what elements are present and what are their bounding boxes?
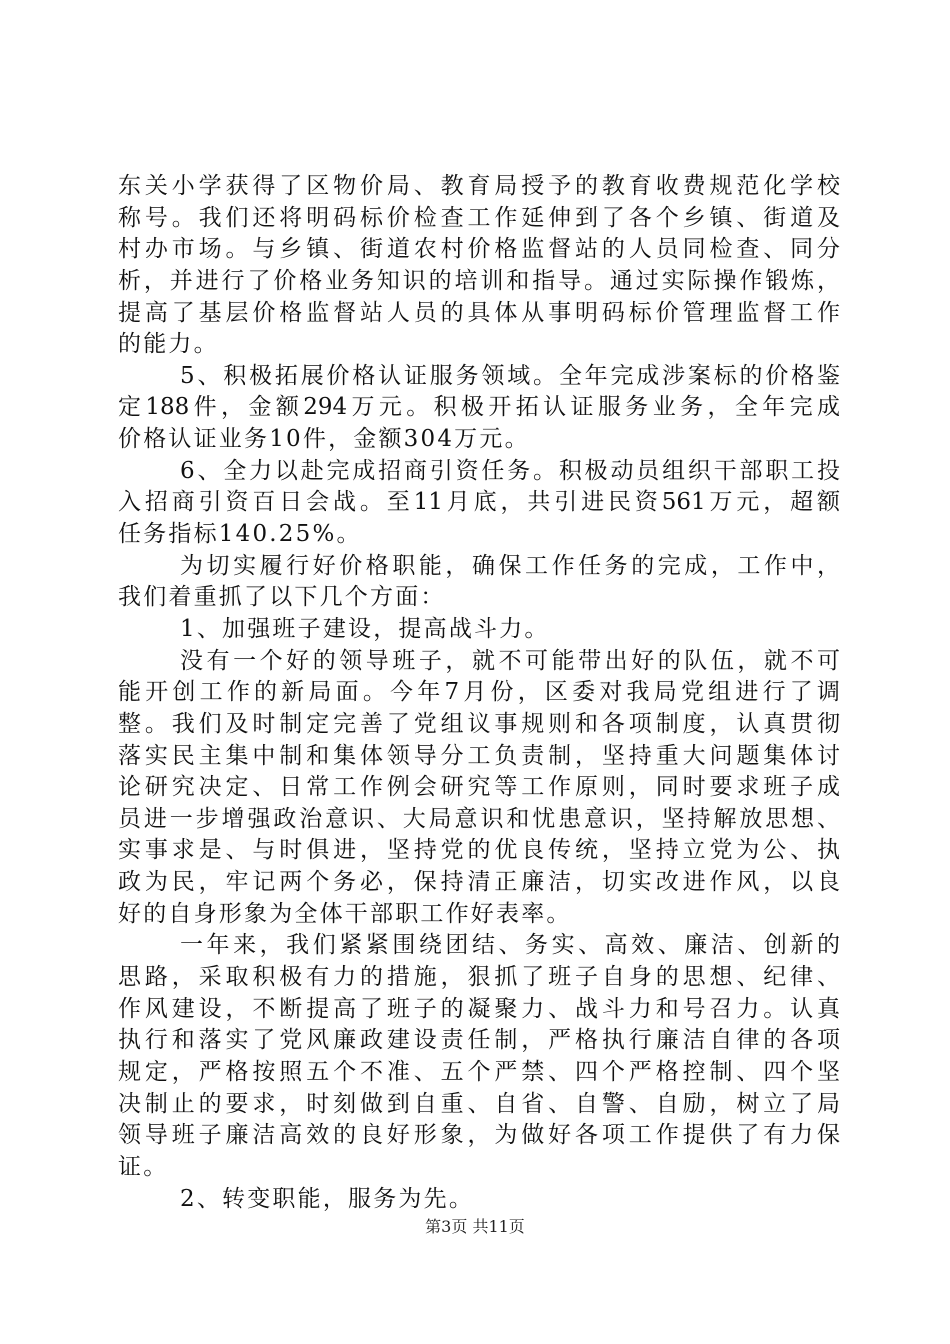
text-line: 2、转变职能，服务为先。 (180, 1185, 475, 1212)
text-line: 好的自身形象为全体干部职工作好表率。 (118, 900, 572, 927)
text-line: 论研究决定、日常工作例会研究等工作原则，同时要求班子成 (118, 774, 840, 801)
text-line: 5、积极拓展价格认证服务领域。全年完成涉案标的价格鉴 (180, 362, 840, 389)
text-line: 一年来，我们紧紧围绕团结、务实、高效、廉洁、创新的 (180, 932, 840, 959)
text-line: 落实民主集中制和集体领导分工负责制，坚持重大问题集体讨 (118, 742, 840, 769)
text-line: 规定，严格按照五个不准、五个严禁、四个严格控制、四个坚 (118, 1058, 840, 1085)
text-line: 为切实履行好价格职能，确保工作任务的完成，工作中， (180, 552, 840, 579)
text-line: 政为民，牢记两个务必，保持清正廉洁，切实改进作风，以良 (118, 869, 840, 896)
body-text (118, 171, 840, 1215)
text-line: 没有一个好的领导班子，就不可能带出好的队伍，就不可 (180, 647, 840, 674)
text-line: 任务指标140.25%。 (118, 521, 362, 548)
text-line: 定188件，金额294万元。积极开拓认证服务业务，全年完成 (118, 394, 840, 421)
text-line: 村办市场。与乡镇、街道农村价格监督站的人员同检查、同分 (118, 236, 840, 263)
page-number-footer: 第3页 共11页 (425, 1217, 525, 1236)
text-line: 执行和落实了党风廉政建设责任制，严格执行廉洁自律的各项 (118, 1027, 840, 1054)
text-line: 领导班子廉洁高效的良好形象，为做好各项工作提供了有力保 (118, 1122, 840, 1149)
text-line: 我们着重抓了以下几个方面： (118, 584, 446, 611)
text-line: 提高了基层价格监督站人员的具体从事明码标价管理监督工作 (118, 299, 840, 326)
text-line: 员进一步增强政治意识、大局意识和忧患意识，坚持解放思想、 (118, 805, 840, 832)
text-line: 整。我们及时制定完善了党组议事规则和各项制度，认真贯彻 (118, 710, 840, 737)
text-line: 思路，采取积极有力的措施，狠抓了班子自身的思想、纪律、 (118, 964, 840, 991)
text-line: 价格认证业务10件，金额304万元。 (118, 426, 530, 453)
text-line: 作风建设，不断提高了班子的凝聚力、战斗力和号召力。认真 (118, 995, 840, 1022)
text-line: 东关小学获得了区物价局、教育局授予的教育收费规范化学校 (118, 173, 840, 199)
text-line: 决制止的要求，时刻做到自重、自省、自警、自励，树立了局 (118, 1090, 840, 1117)
text-line: 实事求是、与时俱进，坚持党的优良传统，坚持立党为公、执 (118, 837, 840, 864)
text-line: 能开创工作的新局面。今年7月份，区委对我局党组进行了调 (118, 679, 840, 706)
text-line: 称号。我们还将明码标价检查工作延伸到了各个乡镇、街道及 (118, 204, 840, 231)
text-line: 的能力。 (118, 331, 219, 358)
text-line: 入招商引资百日会战。至11月底，共引进民资561万元，超额 (118, 489, 840, 516)
text-line: 6、全力以赴完成招商引资任务。积极动员组织干部职工投 (180, 457, 840, 484)
text-line: 证。 (118, 1153, 169, 1180)
text-line: 1、加强班子建设，提高战斗力。 (180, 615, 550, 642)
text-line: 析，并进行了价格业务知识的培训和指导。通过实际操作锻炼， (118, 267, 840, 294)
